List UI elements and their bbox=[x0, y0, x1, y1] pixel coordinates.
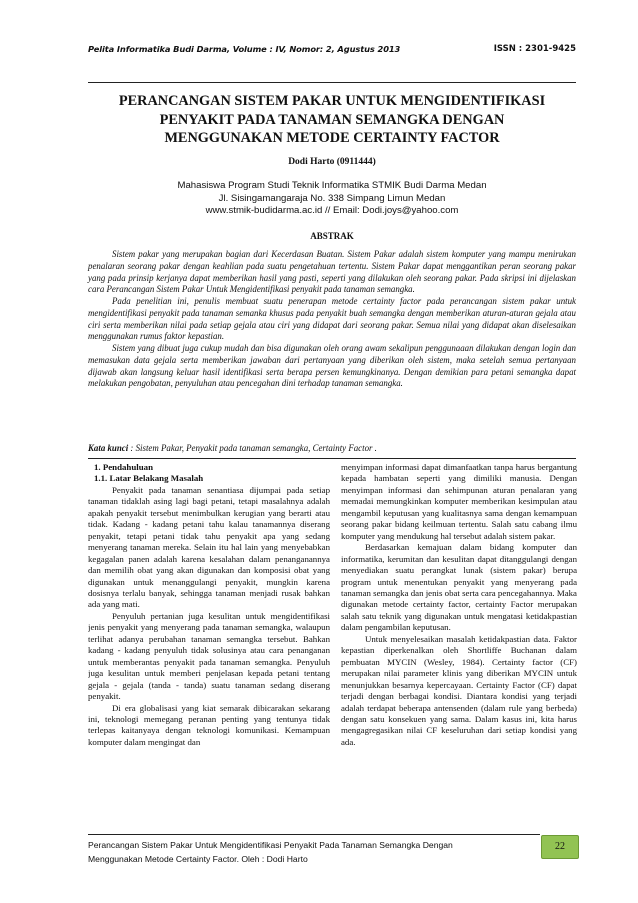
running-footer bbox=[88, 838, 538, 866]
body-paragraph: Berdasarkan kemajuan dalam bidang komputer dan informatika, kerumitan dan kesulitan dapat ditanggulangi dengan menyediakan suatu perangkat lunak (sistem pakar) berupa program untuk menentukan penyakit yang menyerang pada tanaman semangka dan jenis obat serta cara pencegahannya. Maka digunakan metode certainty factor, certainty Factor merupakan salah satu teknik yang digunakan untuk mengatasi ketidakpastian dalam pengambilan keputusan. bbox=[341, 542, 577, 633]
footer-line: Menggunakan Metode Certainty Factor. Oleh : Dodi Harto bbox=[88, 854, 308, 864]
body-column-left bbox=[88, 462, 330, 834]
keywords-label: Kata kunci bbox=[88, 443, 129, 453]
body-paragraph: Penyakit pada tanaman senantiasa dijumpai pada setiap tanaman tidaklah asing lagi bagi petani, tetapi masalahnya adalah apakah penyakit tersebut menimbulkan kerugian yang berarti atau tidak. Kadang - kadang petani tahu kalau tanamannya diserang penyakit, tetapi petani tidak tahu penyakit apa yang sedang menyerang tanaman mereka. Selain itu hal lain yang menyebabkan kegagalan panen adalah karena kesalahan dalam penanganannya dan memilih obat yang akan digunakan dan komposisi obat yang digunakan untuk menanggulangi penyakit, mungkin karena dosisnya terlalu banyak, sehingga tanaman menjadi rusak bahkan ada yang mati. bbox=[88, 484, 330, 610]
footer-line: Perancangan Sistem Pakar Untuk Mengidentifikasi Penyakit Pada Tanaman Semangka Dengan bbox=[88, 840, 453, 850]
title-line: PERANCANGAN SISTEM PAKAR UNTUK MENGIDENTIFIKASI bbox=[118, 93, 546, 109]
page-number-badge: 22 bbox=[541, 835, 579, 859]
abstract-heading: ABSTRAK bbox=[310, 231, 354, 241]
subsection-heading: 1.1. Latar Belakang Masalah bbox=[94, 473, 204, 484]
abstract-paragraph: Sistem yang dibuat juga cukup mudah dan bisa digunakan oleh orang awam sekalipun penggunaaan dilakukan dengan login dan memasukan data gejala serta memberikan jawaban dari pertanyaan yang diberikan oleh sistem, maka setelah semua pertanyaan dijawab akan langsung keluar hasil identifikasi serta berapa persen kemungkinanya. Dengan demikian para petani semangka dapat melakukan pengobatan, penyuluhan atau pencegahan dini terhadap tanaman semangka. bbox=[88, 343, 576, 389]
affiliation-line: Jl. Sisingamangaraja No. 338 Simpang Limun Medan bbox=[218, 192, 446, 204]
abstract-paragraph: Sistem pakar yang merupakan bagian dari Kecerdasan Buatan. Sistem Pakar adalah sistem komputer yang mampu menirukan penalaran seorang pakar dengan keahlian pada suatu pengetahuan tertentu. Sistem Pakar dapat menggantikan peran seorang pakar yang pada prinsip kerjanya dapat memberikan hasil yang pasti, seperti yang dilakukan oleh seorang pakar. Pada skripsi ini dijelaskan cara Perancangan Sistem Pakar Untuk Mengidentifikasi penyakit pada tanaman semangka. bbox=[88, 249, 576, 295]
header-divider bbox=[88, 82, 576, 83]
keywords-divider bbox=[88, 458, 576, 459]
body-column-right bbox=[341, 462, 577, 834]
abstract-paragraph: Pada penelitian ini, penulis membuat suatu penerapan metode certainty factor pada perancangan sistem pakar untuk mengidentifikasi penyakit pada tanaman semanka khusus pada penyakit buah semangka dengan memberikan aturan-aturan gejala atau ciri serta memberikan nilai pada setiap gejala atau ciri yang didapat dari seorang pakar. Semua nilai yang didapat akan diselesaikan menggunakan rumus faktor kepastian. bbox=[88, 296, 576, 342]
keywords-text: : Sistem Pakar, Penyakit pada tanaman semangka, Certainty Factor . bbox=[128, 443, 377, 453]
affiliation bbox=[88, 180, 576, 218]
affiliation-line: Mahasiswa Program Studi Teknik Informatika STMIK Budi Darma Medan bbox=[177, 180, 487, 191]
title-line: MENGGUNAKAN METODE CERTAINTY FACTOR bbox=[164, 130, 500, 147]
body-paragraph: Di era globalisasi yang kiat semarak dibicarakan sekarang ini, teknologi memegang peranan penting yang tentunya tidak terlepas kaitanyaya dengan teknologi komunikasi. Kemampuan komputer dalam mengingat dan bbox=[88, 702, 330, 747]
paper-title bbox=[92, 92, 572, 148]
abstract-body bbox=[88, 249, 576, 390]
journal-name: Pelita Informatika Budi Darma, Volume : IV, Nomor: 2, Agustus 2013 bbox=[88, 44, 401, 54]
body-paragraph: Penyuluh pertanian juga kesulitan untuk mengidentifikasi jenis penyakit yang menyerang pada tanaman semangka, walaupun terlihat adanya perubahan tanaman semangka tersebut. Bahkan kadang - kadang penyuluh tidak solusinya atau cara penanganan untuk memberantas penyakit pada tanaman semangka. Penyuluh juga kesulitan untuk memberi penjelasan kepada petani tentang gejala - gejala (tanda - tanda) suatu tanaman sedang diserang penyakit. bbox=[88, 610, 330, 702]
body-paragraph: menyimpan informasi dapat dimanfaatkan tanpa harus bergantung kepada hambatan seperti yang dimiliki manusia. Dengan menyimpan informasi dan sehimpunan aturan penalaran yang memadai memungkinkan komputer memberikan kesimpulan atau mengambil keputusan yang kualitasnya sama dengan kemampuan seorang pakar bidang keilmuan tertentu. Salah satu cabang ilmu komputer yang mendukung hal tersebut adalah sistem pakar. bbox=[341, 462, 577, 541]
issn-label: ISSN : 2301-9425 bbox=[493, 44, 576, 54]
author-name: Dodi Harto (0911444) bbox=[288, 157, 376, 167]
footer-divider bbox=[88, 834, 540, 835]
title-line: PENYAKIT PADA TANAMAN SEMANGKA DENGAN bbox=[159, 111, 505, 128]
body-paragraph: Untuk menyelesaikan masalah ketidakpastian data. Faktor kepastian diperkenalkan oleh Shortliffe Buchanan dalam pembuatan MYCIN (Wesley, 1984). Certainty factor (CF) merupakan nilai parameter klinis yang diberikan MYCIN untuk menunjukkan besarnya kepercayaan. Certainty Factor (CF) dapat terjadi dengan berbagai kondisi. Diantara kondisi yang terjadi adalah terdapat beberapa antensenden (dalam rule yang berbeda) dengan satu konsekuen yang sama. Dalam kasus ini, kita harus mengagregasikan nilai CF keseluruhan dari setiap kondisi yang ada. bbox=[341, 633, 577, 747]
affiliation-contact: www.stmik-budidarma.ac.id // Email: Dodi.joys@yahoo.com bbox=[205, 205, 459, 217]
keywords bbox=[88, 443, 576, 453]
section-heading: 1. Pendahuluan bbox=[94, 462, 153, 472]
running-header bbox=[88, 44, 576, 60]
